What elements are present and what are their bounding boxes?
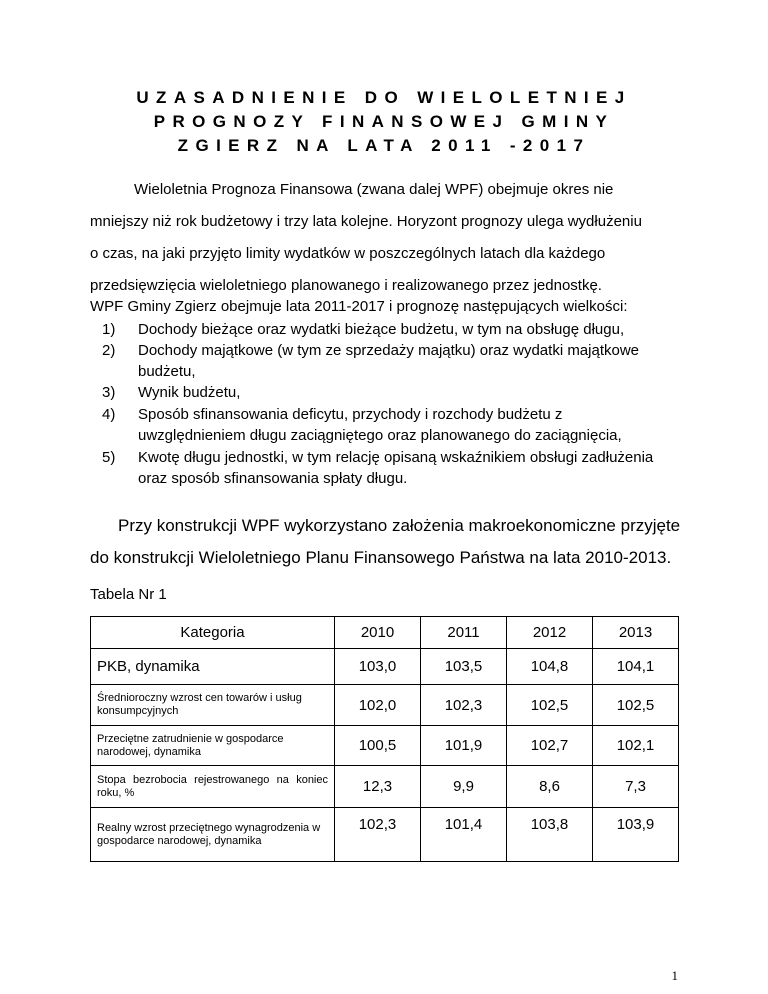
row-category: Średnioroczny wzrost cen towarów i usług konsumpcyjnych	[91, 685, 335, 726]
header-year: 2010	[335, 617, 421, 649]
list-item-text: Kwotę długu jednostki, w tym relację opisaną wskaźnikiem obsługi zadłużenia	[138, 449, 654, 466]
table-row	[91, 649, 679, 685]
row-category: Przeciętne zatrudnienie w gospodarce narodowej, dynamika	[91, 726, 335, 766]
header-year: 2013	[593, 617, 679, 649]
row-category: Stopa bezrobocia rejestrowanego na koniec roku, %	[91, 766, 335, 808]
row-value: 8,6	[507, 766, 593, 808]
row-value: 102,5	[593, 685, 679, 726]
row-value: 102,3	[421, 685, 507, 726]
row-value: 102,7	[507, 726, 593, 766]
row-value: 102,5	[507, 685, 593, 726]
list-item	[102, 406, 562, 423]
list-item	[102, 342, 639, 359]
row-value: 104,8	[507, 649, 593, 685]
row-value: 103,5	[421, 649, 507, 685]
table-caption: Tabela Nr 1	[90, 586, 167, 603]
row-value: 12,3	[335, 766, 421, 808]
list-item-text: Dochody bieżące oraz wydatki bieżące budżetu, w tym na obsługę długu,	[138, 321, 625, 338]
list-item-number: 2)	[102, 342, 116, 359]
intro-line-2: mniejszy niż rok budżetowy i trzy lata kolejne. Horyzont prognozy ulega wydłużeniu	[90, 213, 642, 230]
list-item	[102, 321, 624, 338]
row-value: 101,9	[421, 726, 507, 766]
row-value: 103,8	[507, 808, 593, 862]
page-number: 1	[671, 968, 678, 983]
assumption-line-2: do konstrukcji Wieloletniego Planu Finansowego Państwa na lata 2010-2013.	[90, 548, 672, 567]
macro-assumptions-table	[90, 616, 679, 862]
row-category: PKB, dynamika	[91, 649, 335, 685]
list-item-number: 4)	[102, 406, 116, 423]
row-value: 103,9	[593, 808, 679, 862]
row-value: 102,0	[335, 685, 421, 726]
row-value: 101,4	[421, 808, 507, 862]
table-row	[91, 808, 679, 862]
list-item-number: 5)	[102, 449, 116, 466]
row-value: 104,1	[593, 649, 679, 685]
table-row	[91, 766, 679, 808]
intro-line-4: przedsięwzięcia wieloletniego planowanego i realizowanego przez jednostkę.	[90, 277, 602, 294]
document-title	[90, 86, 678, 158]
list-item-continuation: budżetu,	[138, 363, 196, 380]
table-header-row	[91, 617, 679, 649]
table-row	[91, 685, 679, 726]
intro-line-5: WPF Gminy Zgierz obejmuje lata 2011-2017 i prognozę następujących wielkości:	[90, 298, 628, 315]
title-line-3: ZGIERZ NA LATA 2011 -2017	[177, 136, 591, 155]
header-year: 2012	[507, 617, 593, 649]
row-value: 100,5	[335, 726, 421, 766]
list-item-text: Dochody majątkowe (w tym ze sprzedaży majątku) oraz wydatki majątkowe	[138, 342, 640, 359]
list-item	[102, 384, 240, 401]
intro-line-1: Wieloletnia Prognoza Finansowa (zwana dalej WPF) obejmuje okres nie	[134, 181, 614, 198]
list-item-number: 3)	[102, 384, 116, 401]
row-value: 9,9	[421, 766, 507, 808]
list-item-continuation: uwzględnieniem długu zaciągniętego oraz planowanego do zaciągnięcia,	[138, 427, 622, 444]
title-line-2: PROGNOZY FINANSOWEJ GMINY	[153, 112, 615, 131]
title-line-1: UZASADNIENIE DO WIELOLETNIEJ	[136, 88, 632, 107]
row-value: 102,1	[593, 726, 679, 766]
assumption-line-1: Przy konstrukcji WPF wykorzystano założenia makroekonomiczne przyjęte	[118, 516, 681, 535]
list-item-text: Wynik budżetu,	[138, 384, 241, 401]
list-item-text: Sposób sfinansowania deficytu, przychody i rozchody budżetu z	[138, 406, 563, 423]
row-category: Realny wzrost przeciętnego wynagrodzenia w gospodarce narodowej, dynamika	[91, 808, 335, 862]
header-category: Kategoria	[91, 617, 335, 649]
intro-line-3: o czas, na jaki przyjęto limity wydatków w poszczególnych latach dla każdego	[90, 245, 606, 262]
list-item-number: 1)	[102, 321, 116, 338]
list-item	[102, 449, 653, 466]
row-value: 7,3	[593, 766, 679, 808]
header-year: 2011	[421, 617, 507, 649]
row-value: 102,3	[335, 808, 421, 862]
row-value: 103,0	[335, 649, 421, 685]
list-item-continuation: oraz sposób sfinansowania spłaty długu.	[138, 470, 408, 487]
table-row	[91, 726, 679, 766]
